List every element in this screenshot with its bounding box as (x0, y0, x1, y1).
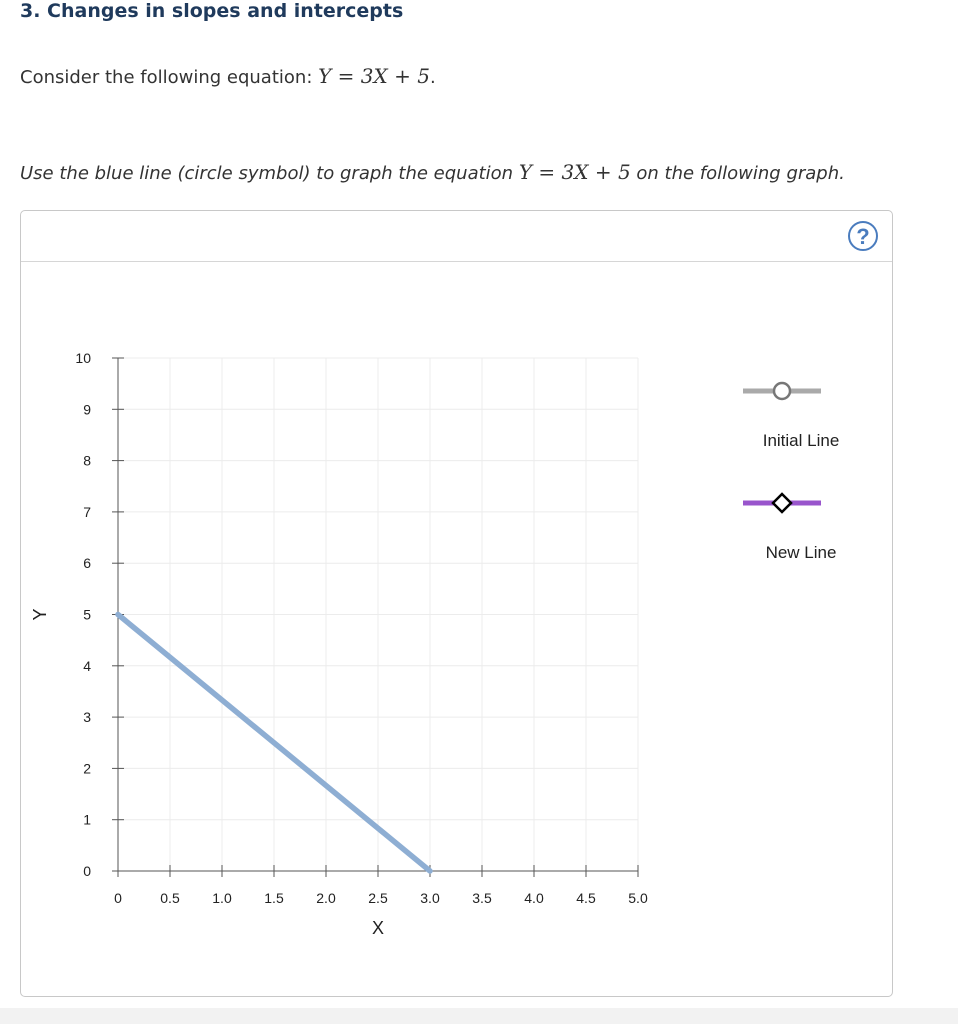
initial-line-icon[interactable] (741, 376, 861, 406)
x-tick-label: 2.0 (316, 890, 336, 906)
chart-labels (30, 350, 648, 938)
intro-prefix: Consider the following equation: (20, 67, 319, 88)
legend-new-line[interactable] (741, 488, 861, 563)
x-tick-label: 4.0 (524, 890, 544, 906)
y-tick-label: 6 (83, 555, 91, 572)
legend-label-initial: Initial Line (762, 431, 840, 450)
x-tick-label: 1.5 (264, 890, 284, 906)
page-title: 3. Changes in slopes and intercepts (20, 0, 404, 22)
x-tick-label: 5.0 (628, 890, 648, 906)
instruction-suffix: on the following graph. (630, 163, 845, 184)
legend-initial-line[interactable] (741, 376, 861, 451)
graph-panel (20, 210, 893, 997)
help-icon[interactable]: ? (848, 221, 878, 251)
instruction-prefix: Use the blue line (circle symbol) to graph the equation (20, 163, 519, 184)
intro-text (20, 64, 436, 88)
y-tick-label: 10 (75, 350, 91, 366)
y-tick-label: 5 (83, 606, 91, 623)
x-tick-label: 2.5 (368, 890, 388, 906)
intro-suffix: . (429, 67, 436, 88)
instruction-equation: Y = 3X + 5 (518, 160, 631, 184)
y-tick-label: 0 (83, 863, 91, 879)
y-axis-title: Y (30, 608, 50, 621)
y-tick-label: 4 (83, 657, 91, 674)
legend-label-new: New Line (765, 543, 837, 562)
x-tick-label: 0.5 (160, 890, 180, 906)
x-tick-label: 3.0 (420, 890, 440, 906)
y-tick-label: 7 (83, 503, 91, 520)
x-tick-label: 4.5 (576, 890, 596, 906)
new-line-icon[interactable] (741, 488, 861, 518)
x-axis-title: X (371, 918, 385, 938)
chart[interactable] (21, 211, 892, 996)
x-tick-label: 3.5 (472, 890, 492, 906)
instruction-text (20, 160, 845, 184)
chart-axes (112, 358, 638, 877)
x-tick-label: 0 (114, 890, 122, 906)
chart-grid (118, 358, 638, 871)
x-tick-label: 1.0 (212, 890, 232, 906)
intro-equation: Y = 3X + 5 (318, 64, 430, 88)
y-tick-label: 1 (83, 811, 91, 828)
y-tick-label: 8 (83, 452, 91, 469)
y-tick-label: 2 (83, 760, 91, 777)
y-tick-label: 9 (83, 401, 91, 418)
bottom-bar (0, 1008, 958, 1024)
y-tick-label: 3 (83, 709, 91, 726)
